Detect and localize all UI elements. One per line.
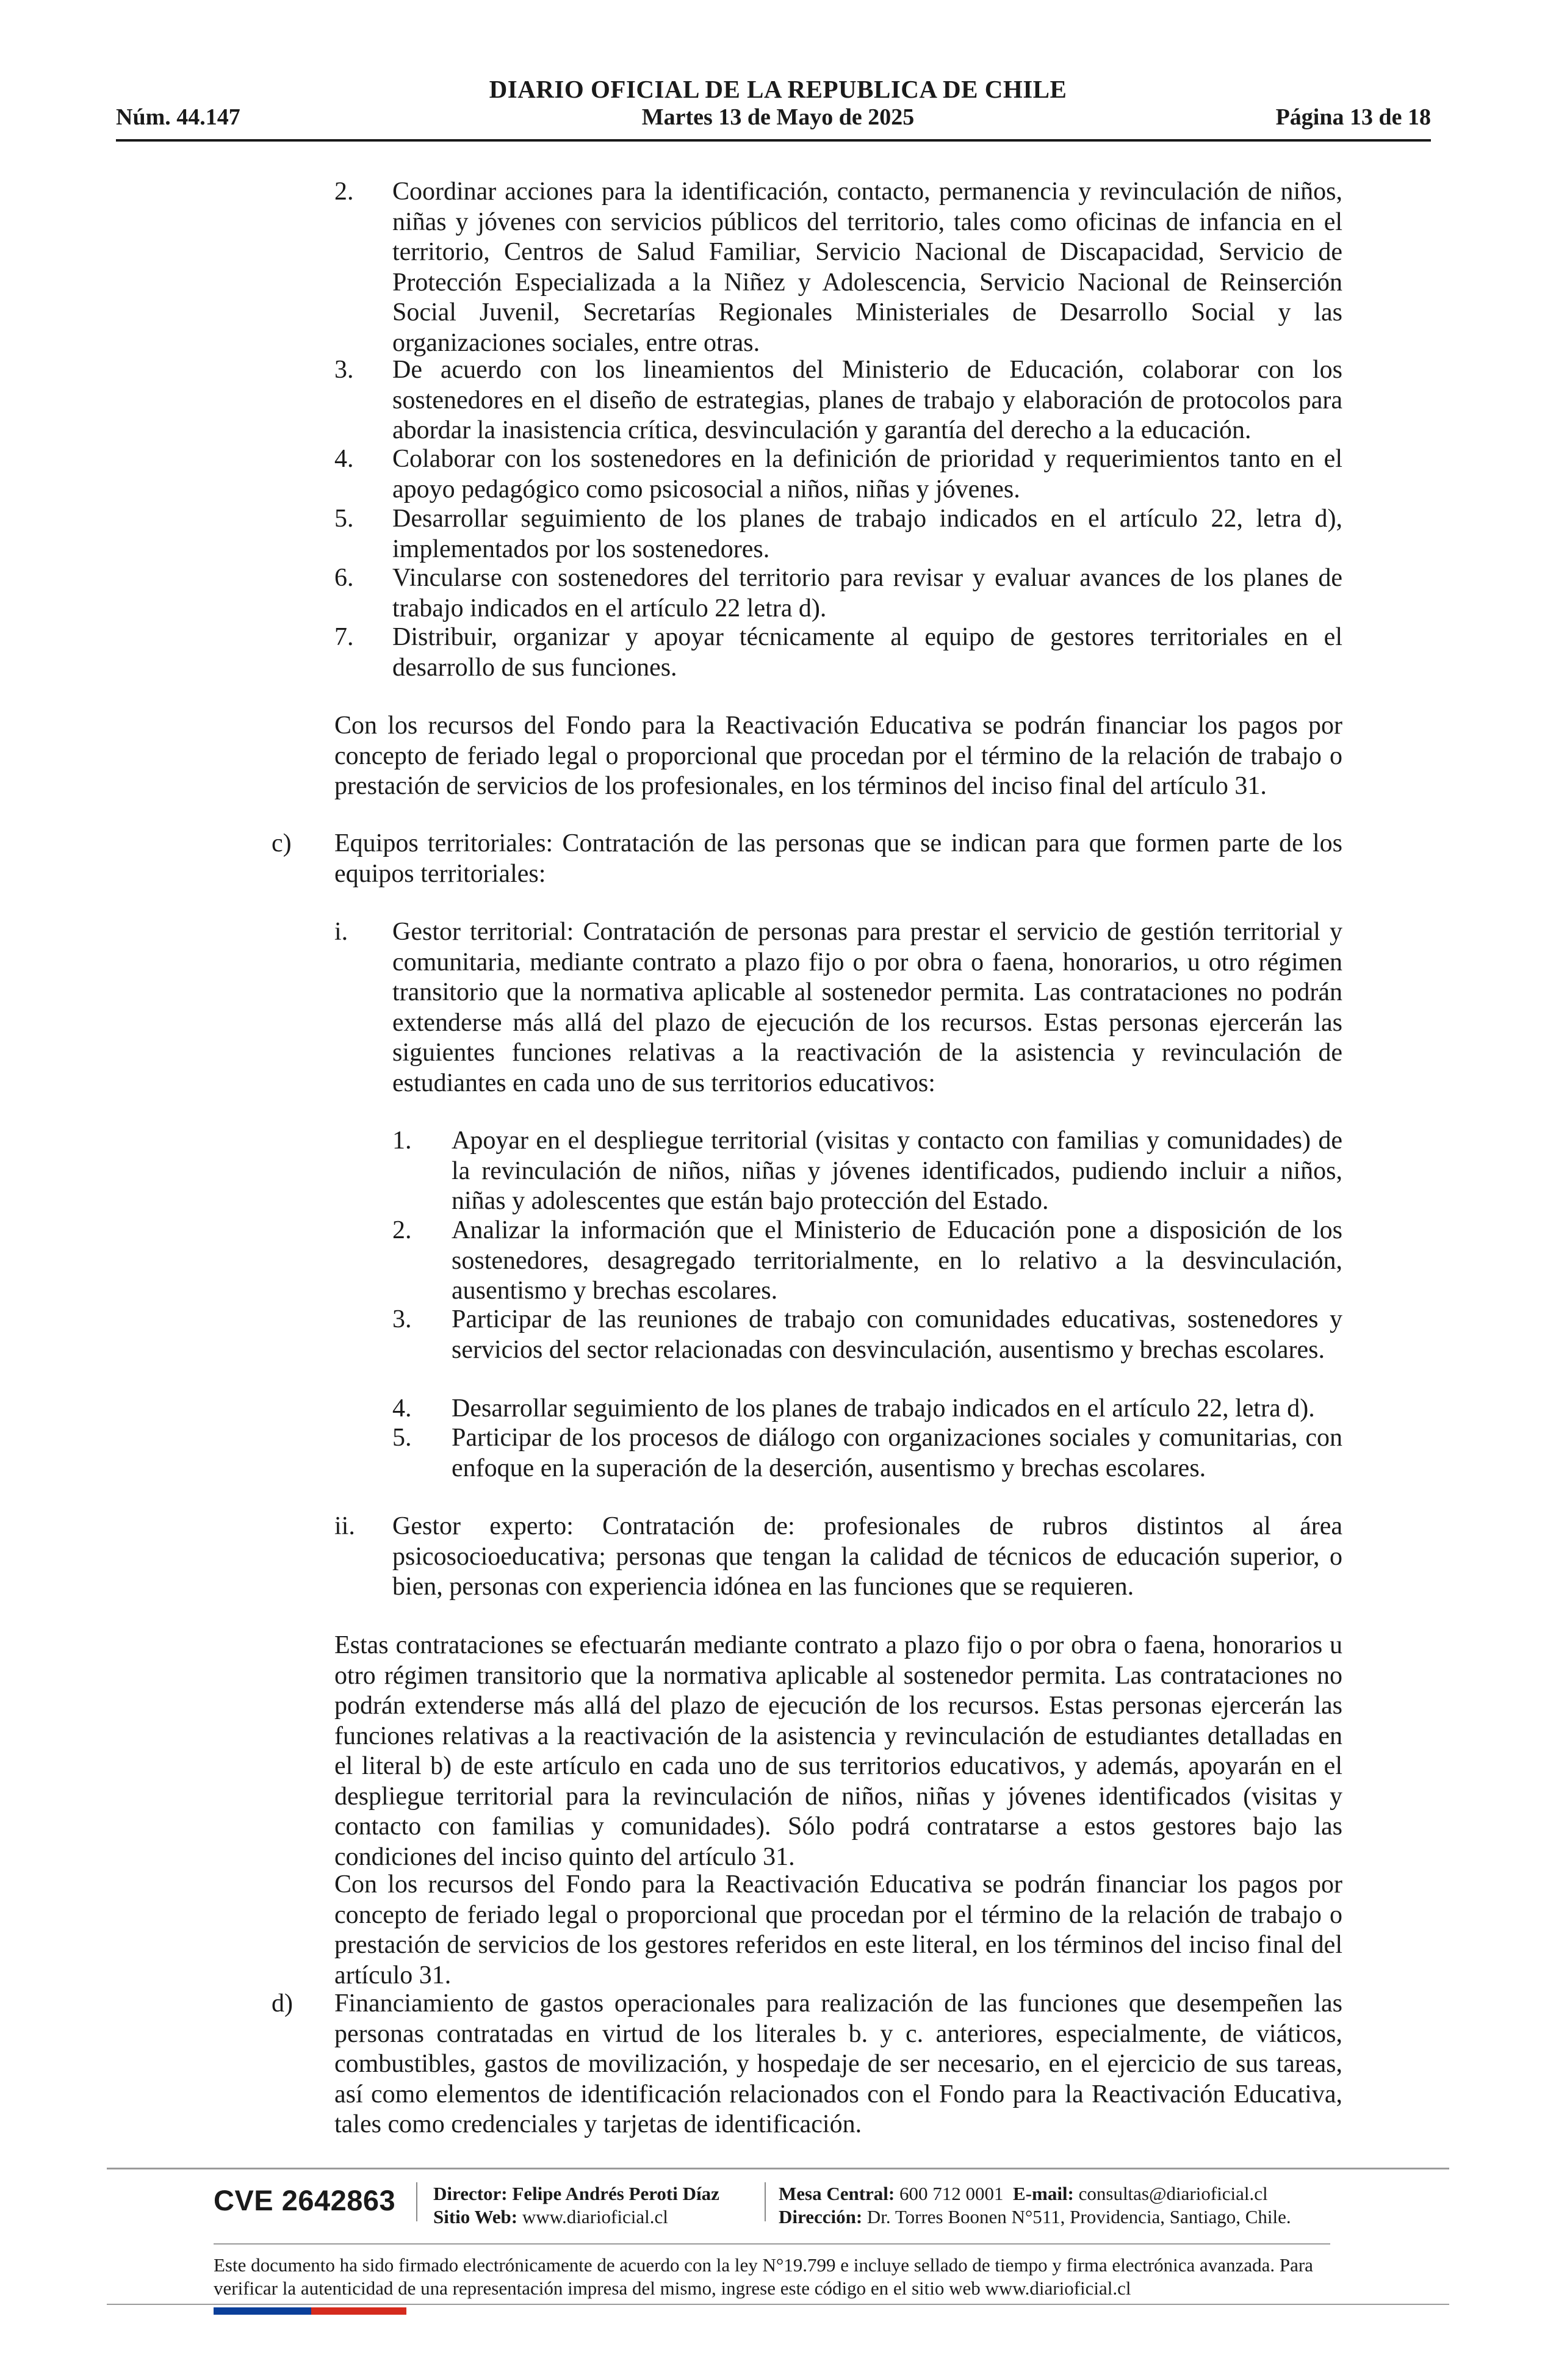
signature-notice: Este documento ha sido firmado electrónicamente de acuerdo con la ley N°19.799 e incluye sellado de tiempo y firma electrónica avanzada. Para verificar la autenticidad de una representación impresa del mismo, ingrese este código en el sitio web www.diarioficial.cl (214, 2254, 1313, 2299)
list-item-number: 3. (334, 356, 354, 384)
list-item-number: 3. (392, 1305, 412, 1333)
item-label: i. (334, 918, 348, 946)
list-item-number: 2. (334, 178, 354, 206)
director-label: Director: (433, 2183, 508, 2204)
list-item-number: 2. (392, 1216, 412, 1244)
page-number: Página 13 de 18 (1275, 104, 1431, 130)
list-item-text: Desarrollar seguimiento de los planes de trabajo indicados en el artículo 22, letra d), implementados por los sostenedores. (392, 505, 1342, 563)
flag-stripe-red (311, 2307, 406, 2315)
list-item-text: Participar de las reuniones de trabajo con comunidades educativas, sostenedores y servicios del sector relacionadas con desvinculación, ausentismo y brechas escolares. (452, 1305, 1342, 1364)
item-label: c) (272, 829, 292, 857)
phone-number: 600 712 0001 (899, 2183, 1004, 2204)
list-item-number: 6. (334, 564, 354, 592)
footer-separator (416, 2182, 417, 2221)
item-text: Gestor experto: Contratación de: profesionales de rubros distintos al área psicosocioeducativa; personas que tengan la calidad de técnicos de educación superior, o bien, personas con experiencia idónea en las funciones que se requieren. (392, 1512, 1342, 1601)
footer-rule-top (107, 2168, 1449, 2169)
list-item-text: Vincularse con sostenedores del territorio para revisar y evaluar avances de los planes de trabajo indicados en el artículo 22 letra d). (392, 564, 1342, 622)
item-text: Financiamiento de gastos operacionales para realización de las funciones que desempeñen las personas contratadas en virtud de los literales b. y c. anteriores, especialmente, de viáticos, combustibles, gastos de movilización, y hospedaje de ser necesario, en el ejercicio de sus tareas, así como elementos de identificación relacionados con el Fondo para la Reactivación Educativa, tales como credenciales y tarjetas de identificación. (334, 1989, 1342, 2138)
header-rule (116, 139, 1431, 142)
list-item-number: 4. (392, 1394, 412, 1423)
phone-label: Mesa Central: (779, 2183, 895, 2204)
email-link[interactable]: consultas@diarioficial.cl (1078, 2183, 1268, 2204)
list-item-number: 5. (392, 1424, 412, 1452)
footer-rule-bottom (107, 2304, 1449, 2305)
email-label: E-mail: (1013, 2183, 1074, 2204)
list-item-number: 7. (334, 623, 354, 651)
list-item-text: De acuerdo con los lineamientos del Ministerio de Educación, colaborar con los sostenedores en el diseño de estrategias, planes de trabajo y elaboración de protocolos para abordar la inasistencia crítica, desvinculación y garantía del derecho a la educación. (392, 356, 1342, 444)
footer-director-block (433, 2182, 719, 2229)
list-item-text: Coordinar acciones para la identificación, contacto, permanencia y revinculación de niños, niñas y jóvenes con servicios públicos del territorio, tales como oficinas de infancia en el territorio, Centros de Salud Familiar, Servicio Nacional de Discapacidad, Servicio de Protección Especializada a la Niñez y Adolescencia, Servicio Nacional de Reinserción Social Juvenil, Secretarías Regionales Ministeriales de Desarrollo Social y las organizaciones sociales, entre otras. (392, 178, 1342, 357)
paragraph: Con los recursos del Fondo para la Reactivación Educativa se podrán financiar los pagos por concepto de feriado legal o proporcional que procedan por el término de la relación de trabajo o prestación de servicios de los gestores referidos en este literal, en los términos del inciso final del artículo 31. (334, 1870, 1342, 1989)
footer-rule-middle (214, 2243, 1330, 2245)
issue-date: Martes 13 de Mayo de 2025 (641, 104, 915, 130)
list-item-text: Colaborar con los sostenedores en la definición de prioridad y requerimientos tanto en el apoyo pedagógico como psicosocial a niños, niñas y jóvenes. (392, 445, 1342, 503)
website-link[interactable]: www.diarioficial.cl (522, 2206, 668, 2227)
list-item-number: 5. (334, 505, 354, 533)
address-label: Dirección: (779, 2206, 863, 2227)
list-item-number: 4. (334, 445, 354, 473)
issue-number: Núm. 44.147 (116, 104, 240, 130)
item-label: ii. (334, 1512, 355, 1540)
cve-code: CVE 2642863 (214, 2184, 396, 2216)
list-item-text: Desarrollar seguimiento de los planes de trabajo indicados en el artículo 22, letra d). (452, 1394, 1315, 1423)
address-text: Dr. Torres Boonen N°511, Providencia, Santiago, Chile. (866, 2206, 1291, 2227)
flag-stripe-blue (214, 2307, 311, 2315)
item-label: d) (272, 1989, 293, 2018)
paragraph: Estas contrataciones se efectuarán mediante contrato a plazo fijo o por obra o faena, honorarios u otro régimen transitorio que la normativa aplicable al sostenedor permita. Las contrataciones no podrán extenderse más allá del plazo de ejecución de los recursos. Estas personas ejercerán las funciones relativas a la reactivación de la asistencia y revinculación de estudiantes detalladas en el literal b) de este artículo en cada uno de sus territorios educativos, y además, apoyarán en el despliegue territorial para la revinculación de niños, niñas y jóvenes identificados (visitas y contacto con familias y comunidades). Sólo podrá contratarse a estos gestores bajo las condiciones del inciso quinto del artículo 31. (334, 1631, 1342, 1871)
list-item-number: 1. (392, 1127, 412, 1155)
website-label: Sitio Web: (433, 2206, 518, 2227)
item-text: Equipos territoriales: Contratación de las personas que se indican para que formen parte de los equipos territoriales: (334, 829, 1342, 888)
publication-title: DIARIO OFICIAL DE LA REPUBLICA DE CHILE (489, 75, 1067, 103)
list-item-text: Apoyar en el despliegue territorial (visitas y contacto con familias y comunidades) de la revinculación de niños, niñas y jóvenes identificados, pudiendo incluir a niños, niñas y adolescentes que están bajo protección del Estado. (452, 1127, 1342, 1215)
item-text: Gestor territorial: Contratación de personas para prestar el servicio de gestión territorial y comunitaria, mediante contrato a plazo fijo o por obra o faena, honorarios, u otro régimen transitorio que la normativa aplicable al sostenedor permita. Las contrataciones no podrán extenderse más allá del plazo de ejecución de los recursos. Estas personas ejercerán las siguientes funciones relativas a la reactivación de la asistencia y revinculación de estudiantes en cada uno de sus territorios educativos: (392, 918, 1342, 1097)
footer-separator (765, 2182, 766, 2221)
director-name: Felipe Andrés Peroti Díaz (512, 2183, 719, 2204)
list-item-text: Analizar la información que el Ministerio de Educación pone a disposición de los sostenedores, desagregado territorialmente, en lo relativo a la desvinculación, ausentismo y brechas escolares. (452, 1216, 1342, 1305)
list-item-text: Participar de los procesos de diálogo con organizaciones sociales y comunitarias, con enfoque en la superación de la deserción, ausentismo y brechas escolares. (452, 1424, 1342, 1482)
footer-contact-block (779, 2182, 1291, 2229)
list-item-text: Distribuir, organizar y apoyar técnicamente al equipo de gestores territoriales en el desarrollo de sus funciones. (392, 623, 1342, 682)
paragraph: Con los recursos del Fondo para la Reactivación Educativa se podrán financiar los pagos por concepto de feriado legal o proporcional que procedan por el término de la relación de trabajo o prestación de servicios de los profesionales, en los términos del inciso final del artículo 31. (334, 712, 1342, 800)
